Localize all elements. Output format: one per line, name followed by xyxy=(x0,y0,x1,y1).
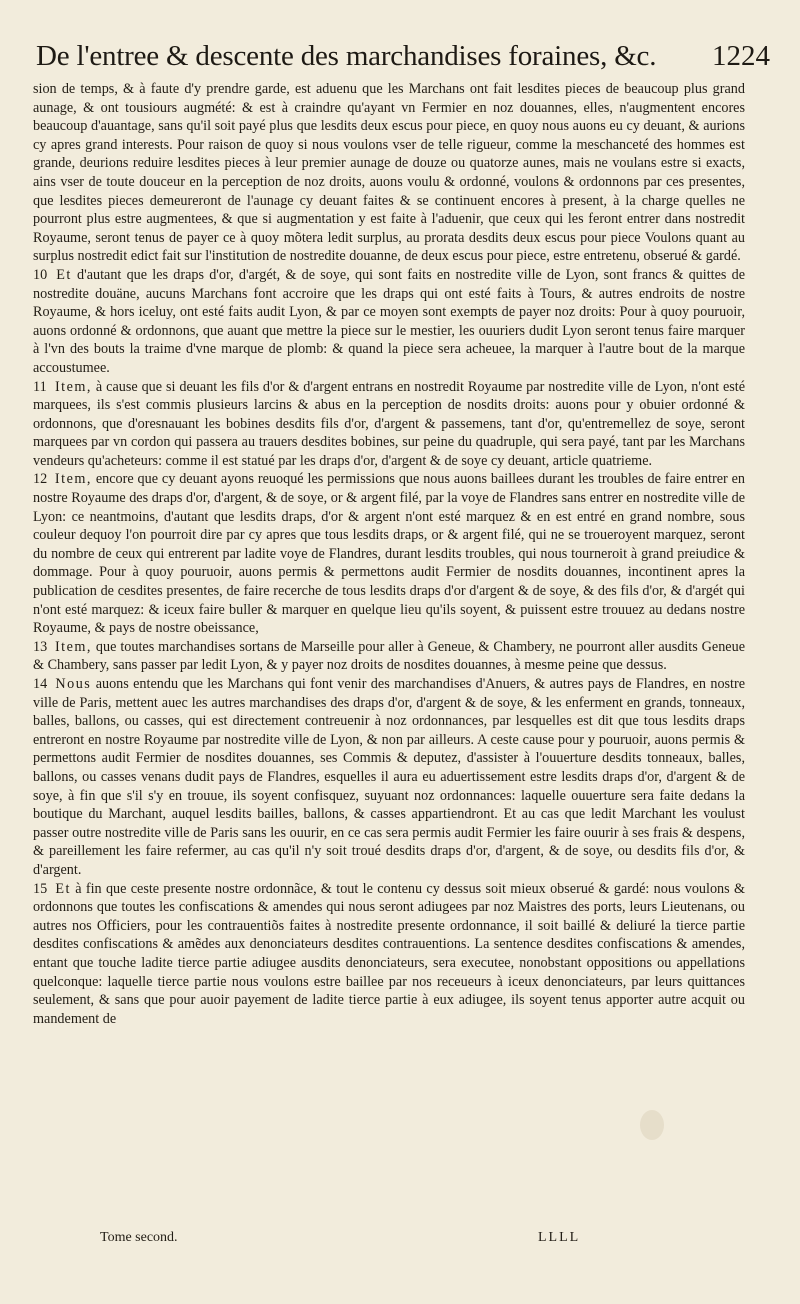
paragraph-text: à cause que si deuant les fils d'or & d'argent entrans en nostredit Royaume par nostredite ville de Lyon, n'ont esté marquees, ils s'est commis plusieurs larcins & abus en la perception de nosdits droits: auons pour y obuier ordonné & ordonnons, que d'oresnauant les bobines desdits fils d'or, d'argent & passemens, tant d'or, qu'entremellez de soye, seront marquees par vn cordon qui passera au trauers desdites bobines, sur peine du quadruple, qui sera payé, tant par les Marchans vendeurs qu'acheteurs: comme il est statué par les draps d'or, d'argent & de soye cy deuant, article quatrieme. xyxy=(33,378,746,469)
paragraph-text: d'autant que les draps d'or, d'argét, & de soye, qui sont faits en nostredite ville de Lyon, sont francs & quittes de nostredite douäne, aucuns Marchans font accroire que les draps qui ont esté faits à Tours, & autres endroits de nostre Royaume, & hors iceluy, ont esté faits audit Lyon, & par ce moyen sont exempts de payer noz droits: Pour à quoy pouruoir, auons ordonné & ordonnons, que auant que mettre la piece sur le mestier, les ouuriers dudit Lyon seront tenus faire marquer à l'vn des bouts la traime d'vne marque de plomb: & quand la piece sera acheuee, la marquer à l'autre bout de la marque accoustumee. xyxy=(33,266,746,376)
article-number: 12 xyxy=(33,471,48,488)
article-12 xyxy=(33,470,745,637)
article-14 xyxy=(33,675,745,880)
article-number: 13 xyxy=(33,638,48,655)
article-initial: Item, xyxy=(54,378,92,395)
article-number: 14 xyxy=(33,676,48,692)
article-13 xyxy=(33,638,745,675)
article-11 xyxy=(33,378,745,471)
page-header xyxy=(26,36,786,76)
article-initial: Et xyxy=(55,880,71,897)
paragraph-text: que toutes marchandises sortans de Marseille pour aller à Geneue, & Chambery, ne pourront aller ausdits Geneue & Chambery, sans passer par ledit Lyon, & y payer noz droits de nosdites douannes, à mesme peine que dessus. xyxy=(33,638,745,674)
paragraph-text: à fin que ceste presente nostre ordonnãce, & tout le contenu cy dessus soit mieux obserué & gardé: nous voulons & ordonnons que toutes les confiscations & amendes qui nous seront adiugees par noz Maistres des ports, leurs Lieutenans, ou autres nos Officiers, pour les contrauentiõs faites à nostredite presente ordonnance, il soit baillé & deliuré la tierce partie desdites confiscations & amẽdes aux denonciateurs desdites contrauentions. La sentence desdites confiscations & amendes, entant que touche ladite tierce partie adiugee ausdits denonciateurs, sera executee, nonobstant oppositions ou appellations quelconque: laquelle tierce partie nous voulons estre baillee par nos receueurs à iceux denonciateurs, par leurs quittances seulement, & sans que pour auoir payement de ladite tierce partie à eux adiugee, ils soyent tenus apporter autre acquit ou mandement de xyxy=(33,880,746,1027)
article-initial: Item, xyxy=(54,471,92,488)
article-initial: Item, xyxy=(54,638,92,655)
paper-stain xyxy=(640,1110,664,1140)
folio-number: 1224 xyxy=(712,40,770,72)
article-number: 15 xyxy=(33,880,48,897)
page-footer xyxy=(100,1230,700,1250)
paragraph-text: auons entendu que les Marchans qui font venir des marchandises d'Anuers, & autres pays de Flandres, en nostre ville de Paris, mettent auec les autres marchandises des draps d'or, d'argent & de soye, & les enferment en grands, tonneaux, balles, ballons, ou casses, qui est directement contreuenir à noz ordonnances, par lesquelles est dit que tous lesdits draps entreront en nostre Royaume par nostredite ville de Lyon, & non par ailleurs. A ceste cause pour y pouruoir, auons permis & permettons audit Fermier de nosdites douannes, ses Commis & deputez, d'assister à l'ouuerture desdits tonneaux, balles, ballons, ou casses venans dudit pays de Flandres, esquelles il aura eu aduertissement estre lesdits draps d'or, d'argent & de soye, à fin que s'il s'y en trouue, ils soyent confisquez, suyuant noz ordonnances: laquelle ouuerture sera faite dedans la boutique du Marchant, auquel lesdits bailles, ballons, & casses appartiendront. Et au cas que ledit Marchant les voulust passer outre nostredite ville de Paris sans les ouurir, en ce cas sera permis audit Fermier les faire ouurir à ses frais & despens, & pareillement les faire refermer, au cas qu'il n'y soit troué desdits draps d'or, d'argent, & de soye, ou desdits fils d'or, & d'argent. xyxy=(33,676,746,878)
article-initial: Nous xyxy=(55,676,92,692)
tome-label: Tome second. xyxy=(100,1230,178,1245)
paragraph-text: encore que cy deuant ayons reuoqué les permissions que nous auons baillees durant les troubles de faire entrer en nostre Royaume des draps d'or, d'argent, & de soye, or & argent filé, par la voye de Flandres sans entrer en nostredite ville de Lyon: ce neantmoins, d'autant que lesdits draps, d'or & argent n'ont esté marquez & en est entré en grand nombre, sous couleur dequoy l'on pourroit dire par cy apres que tous lesdits draps, or & argent filé, qui ne se troueroyent marquez, seront du nombre de ceux qui entrerent par ladite voye de Flandres, durant lesdits troubles, qui nous tourneroit à grand preiudice & dommage. Pour à quoy pouruoir, auons permis & permettons audit Fermier de nosdits douannes, incontinent apres la publication de cesdites presentes, de faire recerche de tous lesdits draps d'or d'argent & de soye, & des fils d'or, & d'argét qui n'ont esté marquez: & iceux faire buller & marquer en quelque lieu qu'ils soyent, & puissent estre trouuez au dedans nostre Royaume, & pays de nostre obeissance, xyxy=(33,471,746,637)
running-title: De l'entree & descente des marchandises foraines, &c. xyxy=(36,40,657,72)
signature-mark: LLLL xyxy=(538,1230,581,1245)
article-10 xyxy=(33,266,745,378)
article-number: 11 xyxy=(33,378,47,395)
article-number: 10 xyxy=(33,266,48,283)
article-15 xyxy=(33,880,745,1029)
paragraph-continuation xyxy=(33,80,745,266)
body-text xyxy=(33,80,745,1028)
article-initial: Et xyxy=(56,266,72,283)
paragraph-text: sion de temps, & à faute d'y prendre garde, est aduenu que les Marchans ont fait lesdites pieces de beaucoup plus grand aunage, & ont tousiours augmété: & est à craindre qu'ayant vn Fermier en noz douannes, elles, n'augmentent encores beaucoup d'auantage, sans qu'il soit payé plus que lesdits deux escus pour piece, en quoy nous auons eu cy deuant, & aurions cy apres grand interests. Pour raison de quoy si nous voulons vser de telle rigueur, comme la meschanceté des hommes est grande, deurions reduire lesdites pieces à leur premier aunage de douze ou quatorze aunes, mais ne voulans estre si exacts, ains vser de toute douceur en la perception de noz droits, auons voulu & ordonné, voulons & ordonnons par ces presentes, que lesdites pieces demeureront de l'aunage cy deuant faites & se continuent encores à present, à la charge quelles ne pourront plus estre augmentees, & que si augmentation y est faite à l'aduenir, que ceux qui les feront entrer dans nostredit Royaume, seront tenus de payer ce à quoy mõtera ledit surplus, au prorata desdits deux escus pour piece Voulons quant au surplus nostredit edict fait sur l'institution de nostredite douanne, de deux escus pour piece, estre entretenu, obserué & gardé. xyxy=(33,81,745,265)
